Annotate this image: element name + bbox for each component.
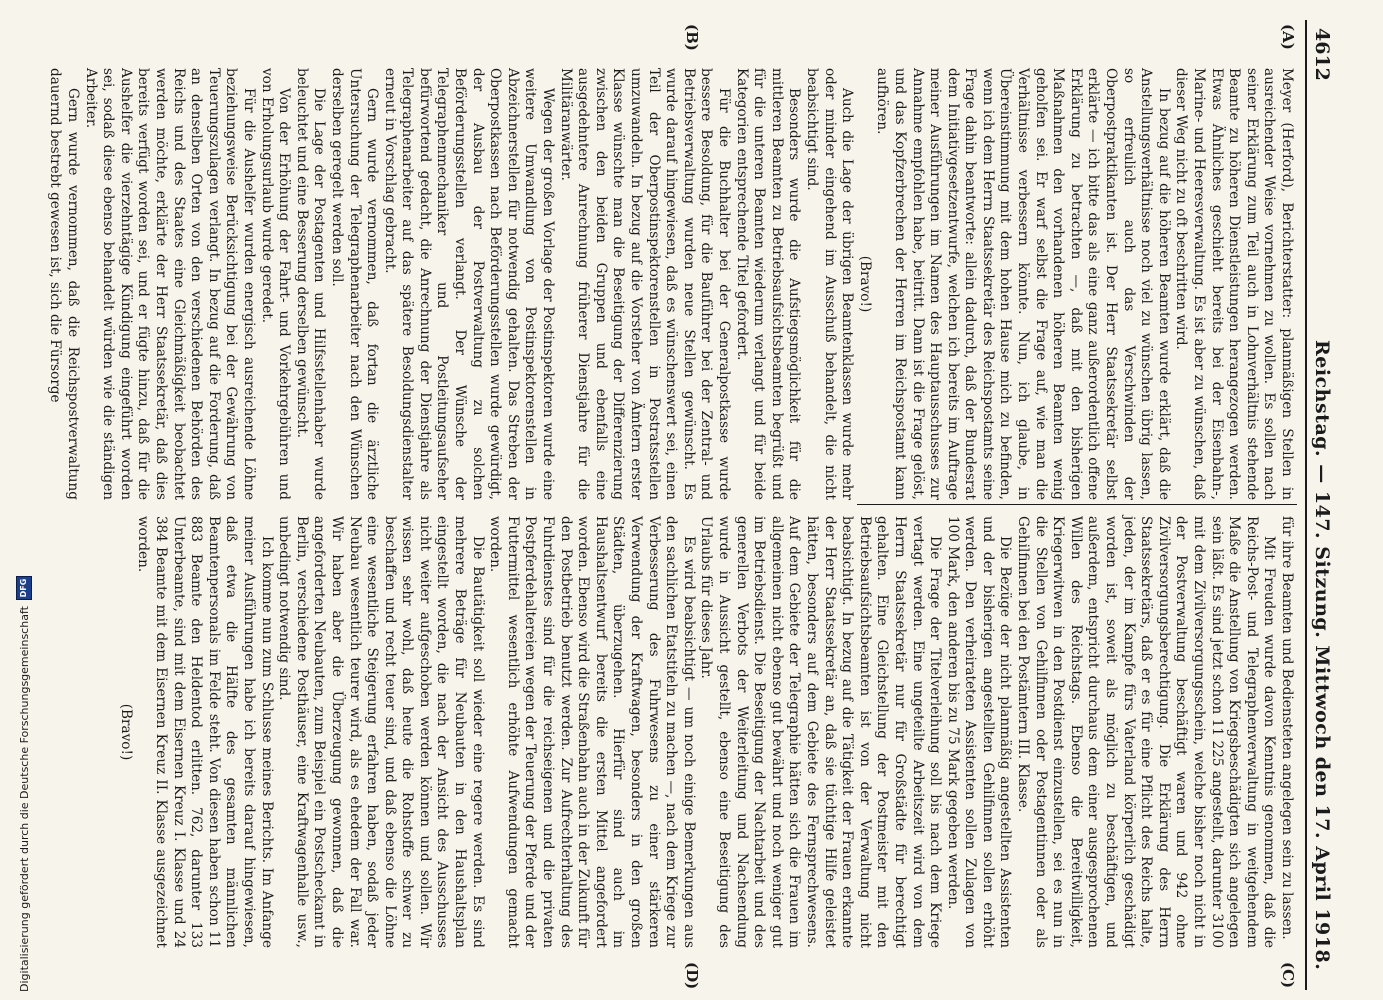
paragraph: Wegen der großen Vorlage der Postinspektoren wurde eine weitere Umwandlung von Postinspektorenstellen in Abzeichnerstellen für notwendig gehalten. Das Streben der Oberpostkassen nach Beförderungsstellen wurde gewürdigt, der Ausbau der Postverwaltung zu solchen Beförderungsstellen verlangt. Der Wünsche der Telegraphenmechaniker und Postleitungsaufseher befürwortend gedacht, die Anrechnung der Dienstjahre als Telegraphenarbeiter auf das spätere Besoldungsdienstalter erneut in Vorschlag gebracht. <box>381 68 557 500</box>
paragraph: (Bravo!) <box>117 703 134 761</box>
paragraph: Auch die Lage der übrigen Beamtenklassen wurde mehr oder minder eingehend im Ausschuß behandelt, die nicht beabsichtigt sind. <box>803 68 856 500</box>
paragraph: Gern wurde vernommen, daß fortan die ärztliche Untersuchung der Telegraphenarbeiter nach den Wünschen derselben geregelt werden soll. <box>328 68 381 500</box>
paragraph: Es wird beabsichtigt — um noch einige Bemerkungen aus den sachlichen Etatstiteln zu machen —, nach dem Kriege zur Verbesserung des Fuhrwesens zu einer stärkeren Verwendung der Kraftwagen, besonders in den großen Städten, überzugehen. Hierfür sind auch im Haushaltsentwurf bereits die ersten Mittel angefordert worden. Ebenso wird die Straßenbahn auch in der Zukunft für den Postbetrieb benutzt werden. Zur Aufrechterhaltung des Fuhrdienstes sind für die reichseigenen und die privaten Postpferdehaltereien wegen der Teuerung der Pferde und der Futtermittel wesentlich erhöhte Aufwendungen gemacht worden. <box>487 516 697 948</box>
page-header <box>1305 20 1333 990</box>
paragraph: Die Frage der Titelverleihung soll bis nach dem Kriege vertagt werden. Eine ungeteilte Arbeitszeit wird von dem Herrn Staatssekretär nur für Großstädte für berechtigt gehalten. Eine Gleichstellung der Postmeister mit den Betriebsaufsichtsbeamten ist von der Verwaltung nicht beabsichtigt. In bezug auf die Tätigkeit der Frauen erkannte der Herr Staatssekretär an, daß sie tüchtige Hilfe geleistet hätten, besonders auf dem Gebiete des Fernsprechwesens. Auf dem Gebiete der Telegraphie hätten sich die Frauen im allgemeinen nicht ebenso gut bewährt und noch weniger gut im Betriebsdienst. Die Beseitigung der Nachtarbeit und des generellen Verbots der Weiterleitung und Nachsendung wurde in Aussicht gestellt, ebenso eine Beseitigung des Urlaubs für dieses Jahr. <box>698 516 944 948</box>
paragraph: Die Bautätigkeit soll wieder eine regere werden. Es sind mehrere Beträge für Neubauten in den Haushaltsplan eingestellt worden, die nach der Ansicht des Ausschusses nicht weiter aufgeschoben werden können und sollen. Wir wissen sehr wohl, daß heute die Rohstoffe schwer zu beschaffen und recht teuer sind, und daß ebenso die Löhne eine wesentliche Steigerung erfahren haben, sodaß jeder Neubau wesentlich teurer wird, als es ehedem der Fall war. Wir haben aber die Überzeugung gewonnen, daß die angeforderten Neubauten, zum Beispiel ein Postscheckamt in Berlin, verschiedene Posthäuser, eine Kraftwagenhalle usw., unbedingt notwendig sind. <box>276 516 486 948</box>
margin-marker-a: (A) <box>1279 24 1297 50</box>
paragraph: (Bravo!) <box>856 255 873 313</box>
paragraph: für ihre Beamten und Bediensteten angelegen sein zu lassen. <box>1279 516 1295 940</box>
paragraph: Mit Freuden wurde davon Kenntnis genommen, daß die Reichs-Post- und Telegraphenverwaltung in weitgehendem Maße die Anstellung von Kriegsbeschädigten sich angelegen sein läßt. Es sind jetzt schon 11 225 angestellt, darunter 3100 mit dem Zivilversorgungsschein, welche bisher noch nicht in der Postverwaltung beschäftigt waren und 942 ohne Zivilversorgungsberechtigung. Die Erklärung des Herrn Staatssekretärs, daß er es für eine Pflicht des Reichs halte, jeden, der im Kampfe fürs Vaterland körperlich geschädigt worden ist, soweit als möglich zu beschäftigen, und außerdem, entspricht durchaus dem einer ausgesprochenen Willen des Reichstags. Ebenso die Bereitwilligkeit, Kriegerwitwen in den Postdienst einzustellen, sei es nun in die Stellen von Gehilfinnen oder Postagentinnen oder als Gehilfinnen bei den Postämtern III. Klasse. <box>1015 516 1278 948</box>
margin-marker-d: (D) <box>683 962 701 990</box>
paragraph: Für die Buchhalter bei der Generalpostkasse wurde bessere Besoldung, für die Bauführer bei der Zentral- und Betriebsverwaltung wurden neue Stellen gewünscht. Es wurde darauf hingewiesen, daß es wünschenswert sei, einen Teil der Oberpostinspektorenstellen in Postratsstellen umzuwandeln. In bezug auf die Vorsteher von Ämtern erster Klasse wünschte man die Beseitigung der Differenzierung zwischen den beiden Gruppen und ebenfalls eine ausgedehntere Anrechnung früherer Dienstjahre für die Militäranwärter. <box>557 68 732 500</box>
left-column <box>47 68 1295 500</box>
page-title: Reichstag. — 147. Sitzung. Mittwoch den 17. April 1918. <box>1311 340 1333 971</box>
credit-text: Digitalisierung gefördert durch die Deutsche Forschungsgemeinschaft <box>17 606 31 992</box>
paragraph: Die Lage der Postagenten und Hilfsstellenhaber wurde beleuchtet und eine Besserung derselben gewünscht. <box>293 68 328 500</box>
right-column <box>105 516 1295 948</box>
column-divider <box>857 504 1297 505</box>
paragraph: Besonders wurde die Aufstiegsmöglichkeit für die mittleren Beamten zu Betriebsaufsichtsbeamten begrüßt und für die unteren Beamten wiederum verlangt und für beide Kategorien entsprechende Titel gefordert. <box>733 68 803 500</box>
paragraph: Von der Erhöhung der Fahrt- und Vorkehrgebühren und von Erholungsurlaub wurde geredet. <box>258 68 293 500</box>
dfg-logo-icon: DFG <box>16 576 32 600</box>
paragraph: Die Bezüge der nicht planmäßig angestellten Assistenten und der bisherigen angestellten Gehilfinnen sollen erhöht werden. Den verheirateten Assistenten sollen Zulagen von 100 Mark, den anderen bis zu 75 Mark gegeben werden. <box>944 516 1014 948</box>
paragraph: Meyer (Herford), Berichterstatter: planmäßigen Stellen in ausreichender Weise vornehmen zu wollen. Es sollen nach seiner Erklärung zum Teil auch in Lohnverhältnis stehende Beamte zu höheren Dienstleistungen herangezogen werden. Etwas Ähnliches geschieht bereits bei der Eisenbahn-, Marine- und Heeresverwaltung. Es ist aber zu wünschen, daß dieser Weg nicht zu oft beschritten wird. <box>1173 68 1295 500</box>
page-number: 4612 <box>1311 28 1333 81</box>
margin-marker-c: (C) <box>1279 962 1297 989</box>
paragraph: In bezug auf die höheren Beamten wurde erklärt, daß die Anstellungsverhältnisse noch viel zu wünschen übrig lassen, so erfreulich auch das Verschwinden der Oberpostpraktikanten ist. Der Herr Staatssekretär selbst erklärte — ich bitte das als eine ganz außerordentlich offene Erklärung zu betrachten —, daß mit den bisherigen Maßnahmen den vorhandenen höheren Beamten wenig geholfen sei. Er warf selbst die Frage auf, wie man die Verhältnisse verbessern könnte. Nun, ich glaube, in Übereinstimmung mit dem hohen Hause mich zu befinden, wenn ich dem Herrn Staatssekretär des Reichspostamts seine Frage dahin beantworte: allein dadurch, daß der Bundesrat dem Initiativgesetzentwurfe, welchen ich bereits im Auftrage meiner Ausführungen im Namen des Hauptausschusses zur Annahme empfohlen habe, beitritt. Dann ist die Frage gelöst, und das Kopfzerbrechen der Herren im Reichspostamt kann aufhören. <box>874 68 1172 500</box>
paragraph: Für die Aushelfer wurden energisch ausreichende Löhne beziehungsweise Berücksichtigung bei der Gewährung von Teuerungszulagen verlangt. In bezug auf die Forderung, daß an denselben Orten von den verschiedenen Behörden des Reichs und des Staates eine Gleichmäßigkeit beobachtet werden möchte, erklärte der Herr Staatssekretär, daß dies bereits verfügt worden sei, und er fügte hinzu, daß für die Aushelfer die vierzehntägige Kündigung eingeführt worden sei, sodaß diese ebenso behandelt würden wie die ständigen Arbeiter. <box>82 68 257 500</box>
paragraph: Ich komme nun zum Schlusse meines Berichts. Im Anfange meiner Ausführungen habe ich bereits darauf hingewiesen, daß etwa die Hälfte des gesamten männlichen Beamtenpersonals im Felde steht. Von diesen haben schon 11 883 Beamte den Heldentod erlitten. 762, darunter 133 Unterbeamte, sind mit dem Eisernen Kreuz I. Klasse und 24 384 Beamte mit dem Eisernen Kreuz II. Klasse ausgezeichnet worden. <box>135 516 275 948</box>
scanned-page <box>47 10 1341 1000</box>
margin-marker-b: (B) <box>683 24 701 51</box>
digitization-credit <box>16 576 32 992</box>
paragraph: Gern wurde vernommen, daß die Reichspostverwaltung dauernd bestrebt gewesen ist, sich die Fürsorge <box>47 68 82 500</box>
